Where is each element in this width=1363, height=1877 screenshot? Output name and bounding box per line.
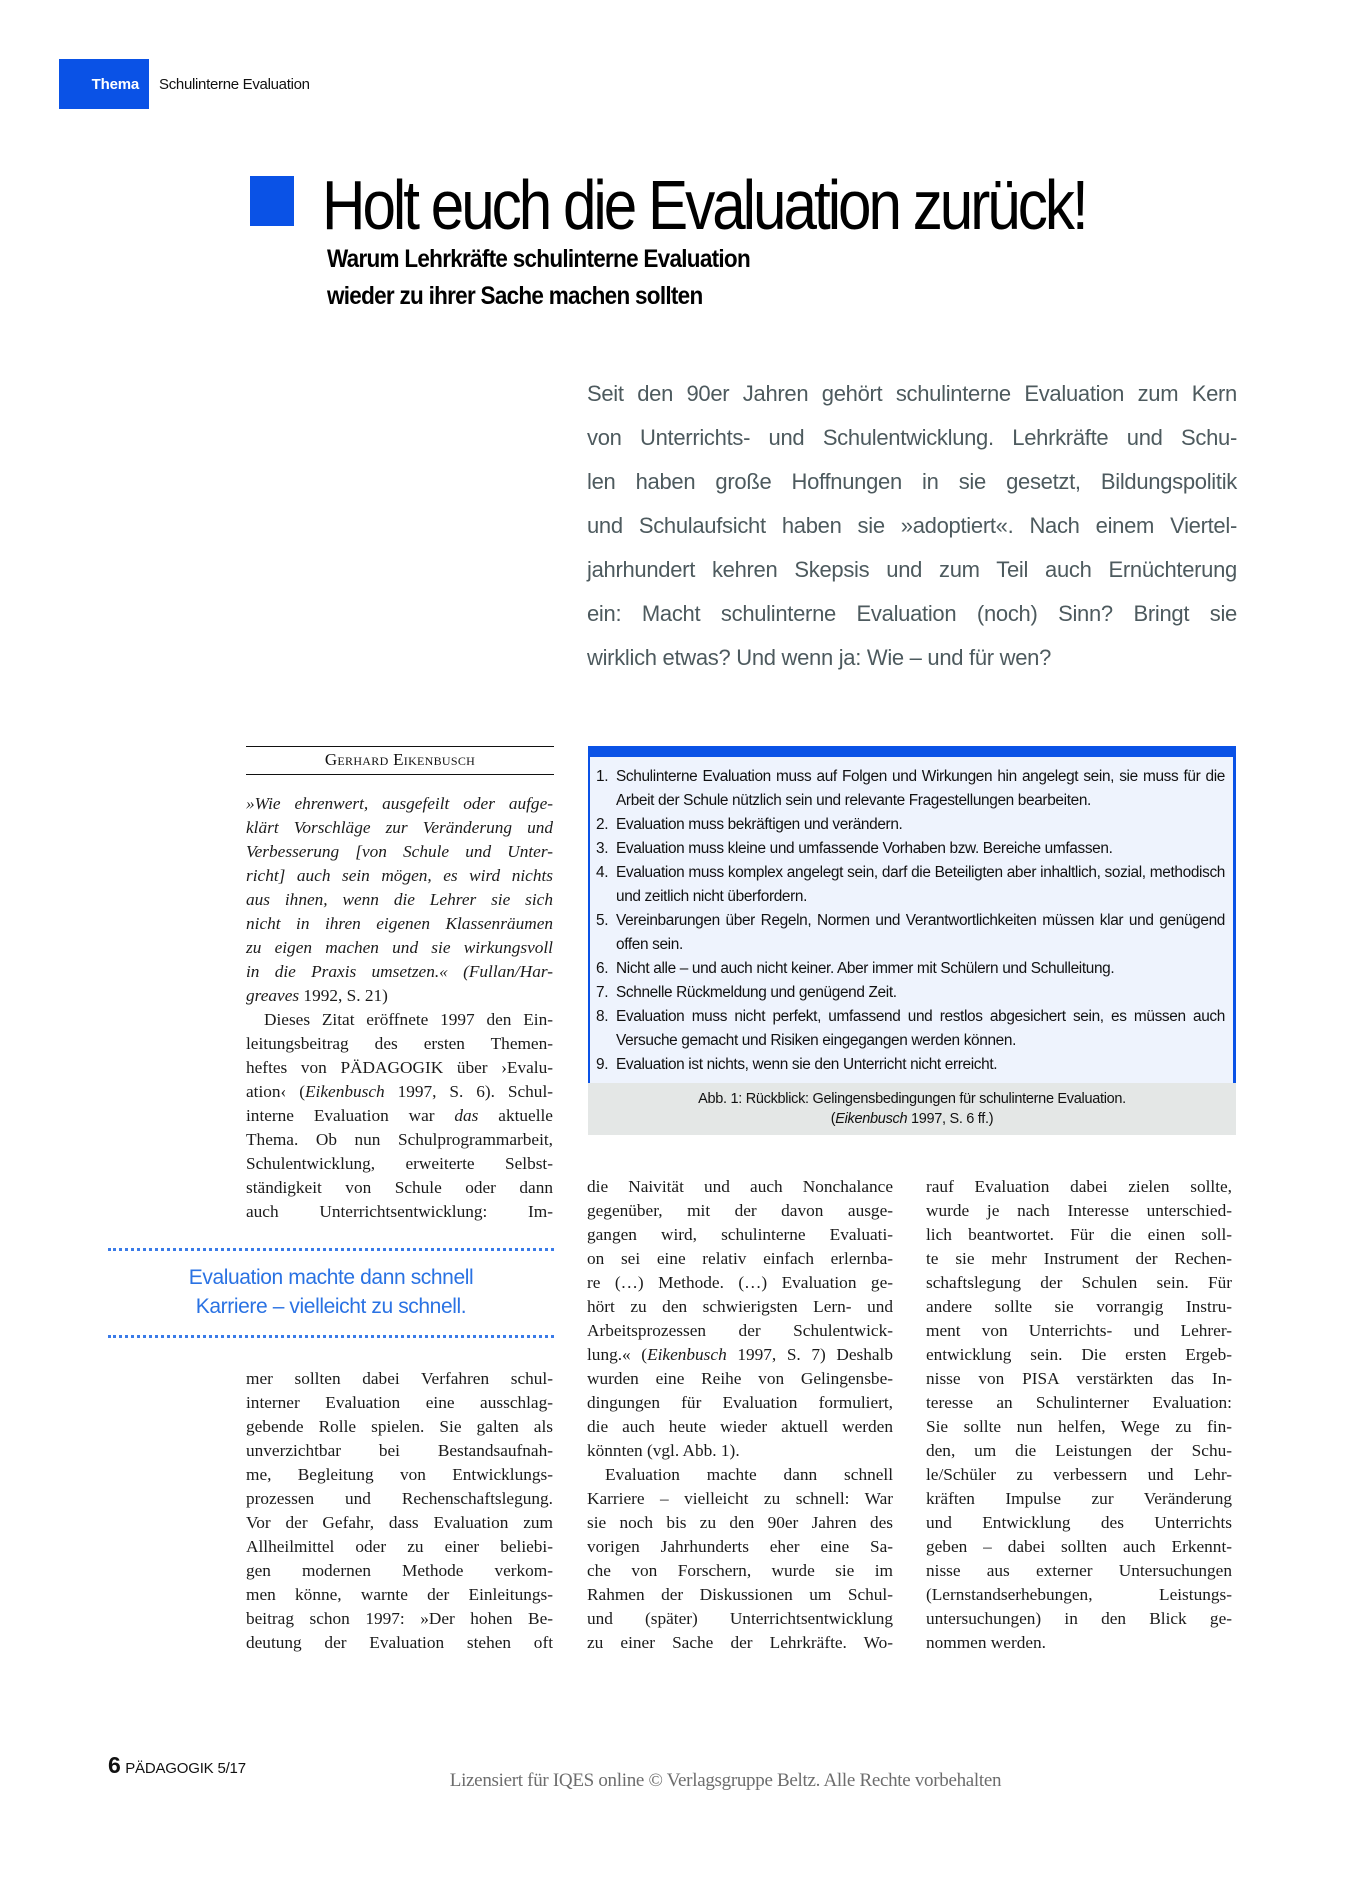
figure-list-item	[596, 837, 1225, 861]
body-line: teresse an Schulinterner Evaluation:	[926, 1393, 1232, 1412]
column-1-lower	[246, 1367, 553, 1655]
body-line: hört zu den schwierigsten Lern- und	[587, 1297, 893, 1316]
text-fragment: 1997, S. 7) Deshalb	[726, 1345, 894, 1364]
quote-line: Verbesserung [von Schule und Unter-	[246, 842, 553, 861]
body-line: den, um die Leistungen der Schu-	[926, 1441, 1232, 1460]
body-line: lich beantwortet. Für die einen soll-	[926, 1225, 1232, 1244]
body-line: le/Schüler zu verbessern und Lehr-	[926, 1465, 1232, 1484]
body-line: gangen wird, schulinterne Evaluati-	[587, 1225, 893, 1244]
column-1-upper	[246, 792, 553, 1224]
item-text: Nicht alle – und auch nicht keiner. Aber immer mit Schülern und Schulleitung.	[616, 960, 1115, 977]
text-fragment: ation‹ (	[246, 1082, 305, 1101]
figure-list-item	[596, 765, 1225, 813]
page-number: 6	[108, 1752, 121, 1778]
quote-line: »Wie ehrenwert, ausgefeilt oder aufge-	[246, 794, 553, 813]
quote-line: nicht in ihren eigenen Klassenräumen	[246, 914, 553, 933]
subtitle-line: wieder zu ihrer Sache machen sollten	[327, 282, 703, 310]
section-rubric	[59, 59, 310, 109]
body-line: auch Unterrichtsentwicklung: Im-	[246, 1202, 553, 1221]
item-text: Schnelle Rückmeldung und genügend Zeit.	[616, 984, 897, 1001]
lead-line: jahrhundert kehren Skepsis und zum Teil auch Ernüchterung	[587, 557, 1237, 582]
body-line: unverzichtbar bei Bestandsaufnah-	[246, 1441, 553, 1460]
magazine-issue: PÄDAGOGIK 5/17	[125, 1760, 246, 1777]
body-line	[246, 1104, 553, 1128]
figure-list	[588, 757, 1236, 1083]
quote-line: zu eigen machen und sie wirkungsvoll	[246, 938, 553, 957]
text-fragment: (	[830, 1111, 836, 1127]
body-line: Evaluation machte dann schnell	[605, 1465, 893, 1484]
figure-list-item	[596, 909, 1225, 957]
rubric-tag: Thema	[59, 59, 149, 109]
citation-author: Eikenbusch	[305, 1082, 385, 1101]
body-line: prozessen und Rechenschaftslegung.	[246, 1489, 553, 1508]
body-line	[246, 1080, 553, 1104]
body-line: dingungen für Evaluation formuliert,	[587, 1393, 893, 1412]
lead-line: Seit den 90er Jahren gehört schulinterne Evaluation zum Kern	[587, 381, 1237, 406]
citation-author: Eikenbusch	[835, 1111, 908, 1127]
body-line: zu einer Sache der Lehrkräfte. Wo-	[587, 1633, 893, 1652]
pull-quote-line: Karriere – vielleicht zu schnell.	[195, 1295, 467, 1318]
caption-line: Abb. 1: Rückblick: Gelingensbedingungen für schulinterne Evaluation.	[698, 1091, 1126, 1107]
item-number: 6.	[596, 960, 609, 977]
item-text: Evaluation muss bekräftigen und verändern.	[616, 816, 903, 833]
body-line: men könne, warnte der Einleitungs-	[246, 1585, 553, 1604]
figure-list-item	[596, 957, 1225, 981]
body-line: ständigkeit von Schule oder dann	[246, 1178, 553, 1197]
citation-author: greaves	[246, 986, 300, 1005]
text-fragment: 1997, S. 6). Schul-	[384, 1082, 553, 1101]
body-line: schaftslegung der Schulen sein. Für	[926, 1273, 1232, 1292]
text-fragment: interne Evaluation war	[246, 1106, 455, 1125]
body-line: (Lernstandserhebungen, Leistungs-	[926, 1585, 1232, 1604]
body-line: entwicklung sein. Die ersten Ergeb-	[926, 1345, 1232, 1364]
rubric-label: Schulinterne Evaluation	[159, 75, 310, 93]
column-3	[926, 1175, 1232, 1655]
column-2	[587, 1175, 893, 1655]
quote-line: klärt Vorschläge zur Veränderung und	[246, 818, 553, 837]
body-line: nisse von PISA verstärkten das In-	[926, 1369, 1232, 1388]
figure-caption	[588, 1083, 1236, 1135]
quote-citation	[246, 984, 553, 1008]
body-line: nommen werden.	[926, 1633, 1046, 1652]
body-line: Dieses Zitat eröffnete 1997 den Ein-	[264, 1010, 553, 1029]
figure-list-item	[596, 981, 1225, 1005]
body-line: te sie mehr Instrument der Rechen-	[926, 1249, 1232, 1268]
body-line: Sie sollte nun helfen, Wege zu fin-	[926, 1417, 1232, 1436]
lead-line: von Unterrichts- und Schulentwicklung. Lehrkräfte und Schu-	[587, 425, 1237, 450]
body-line: Arbeitsprozessen der Schulentwick-	[587, 1321, 893, 1340]
license-text: Lizensiert für IQES online © Verlagsgruppe Beltz. Alle Rechte vorbehalten	[449, 1770, 1002, 1791]
figure-list-item	[596, 1005, 1225, 1053]
body-line: Vor der Gefahr, dass Evaluation zum	[246, 1513, 553, 1532]
body-line: leitungsbeitrag des ersten Themen-	[246, 1034, 553, 1053]
caption-line	[588, 1109, 1236, 1129]
lead-line: ein: Macht schulinterne Evaluation (noch) Sinn? Bringt sie	[587, 601, 1237, 626]
subtitle-line: Warum Lehrkräfte schulinterne Evaluation	[327, 245, 750, 273]
body-line: sie noch bis zu den 90er Jahren des	[587, 1513, 893, 1532]
body-line: heftes von PÄDAGOGIK über ›Evalu-	[246, 1058, 553, 1077]
body-line: Schulentwicklung, erweiterte Selbst-	[246, 1154, 553, 1173]
lead-line: und Schulaufsicht haben sie »adoptiert«. Nach einem Viertel-	[587, 513, 1237, 538]
figure-list-item	[596, 1053, 1225, 1077]
quote-line: richt] auch sein mögen, es wird nichts	[246, 866, 553, 885]
citation-year: 1992, S. 21)	[299, 986, 388, 1005]
body-line: Thema. Ob nun Schulprogrammarbeit,	[246, 1130, 553, 1149]
body-line: deutung der Evaluation stehen oft	[246, 1633, 553, 1652]
item-number: 3.	[596, 840, 609, 857]
body-line: wurde je nach Interesse unterschied-	[926, 1201, 1232, 1220]
text-fragment: lung.« (	[587, 1345, 648, 1364]
item-number: 1.	[596, 768, 609, 785]
body-line: könnten (vgl. Abb. 1).	[587, 1441, 740, 1460]
body-line: nisse aus externer Untersuchungen	[926, 1561, 1232, 1580]
body-line: re (…) Methode. (…) Evaluation ge-	[587, 1273, 893, 1292]
figure-box	[588, 746, 1236, 1135]
item-text: Evaluation muss nicht perfekt, umfassend und restlos abgesichert sein, es müssen auch Versuche gemacht und Risiken eingegangen werden können.	[616, 1008, 1225, 1049]
figure-top-bar	[588, 746, 1236, 757]
item-text: Evaluation ist nichts, wenn sie den Unterricht nicht erreicht.	[616, 1056, 998, 1073]
body-line: und Entwicklung des Unterrichts	[926, 1513, 1232, 1532]
item-number: 4.	[596, 864, 609, 881]
citation-author: Eikenbusch	[647, 1345, 727, 1364]
body-line: die Naivität und auch Nonchalance	[587, 1177, 893, 1196]
body-line: interner Evaluation eine ausschlag-	[246, 1393, 553, 1412]
title-square-marker-icon	[250, 176, 294, 226]
body-line: die auch heute wieder aktuell werden	[587, 1417, 893, 1436]
item-number: 5.	[596, 912, 609, 929]
body-line: wurden eine Reihe von Gelingensbe-	[587, 1369, 893, 1388]
item-number: 9.	[596, 1056, 609, 1073]
lead-line: len haben große Hoffnungen in sie gesetzt, Bildungspolitik	[587, 469, 1237, 494]
text-fragment: aktuelle	[478, 1106, 553, 1125]
body-line: ment von Unterrichts- und Lehrer-	[926, 1321, 1232, 1340]
body-line: on sei eine relativ einfach erlernba-	[587, 1249, 893, 1268]
body-line: Karriere – vielleicht zu schnell: War	[587, 1489, 893, 1508]
body-line: me, Begleitung von Entwicklungs-	[246, 1465, 553, 1484]
text-fragment: 1997, S. 6 ff.)	[907, 1111, 994, 1127]
pull-quote-text	[108, 1251, 554, 1335]
author-byline: Gerhard Eikenbusch	[246, 746, 554, 775]
body-line: geben – dabei sollten auch Erkennt-	[926, 1537, 1232, 1556]
pull-quote-line: Evaluation machte dann schnell	[188, 1266, 474, 1289]
item-text: Schulinterne Evaluation muss auf Folgen und Wirkungen hin angelegt sein, sie muss für die Arbeit der Schule nützlich sein und relevante Fragestellungen bearbeiten.	[616, 768, 1225, 809]
emphasis: das	[454, 1106, 479, 1125]
body-line: Rahmen der Diskussionen um Schul-	[587, 1585, 893, 1604]
item-number: 8.	[596, 1008, 609, 1025]
item-number: 7.	[596, 984, 609, 1001]
item-text: Evaluation muss komplex angelegt sein, darf die Beteiligten aber inhaltlich, sozial, methodisch und zeitlich nicht überfordern.	[616, 864, 1225, 905]
quote-line: aus ihnen, wenn die Lehrer sie sich	[246, 890, 553, 909]
figure-list-item	[596, 861, 1225, 909]
body-line: andere sollte sie vorrangig Instru-	[926, 1297, 1232, 1316]
body-line: che von Forschern, wurde sie im	[587, 1561, 893, 1580]
item-number: 2.	[596, 816, 609, 833]
quote-line: in die Praxis umsetzen.« (Fullan/Har-	[246, 962, 553, 981]
body-line: und (später) Unterrichtsentwicklung	[587, 1609, 893, 1628]
figure-list-item	[596, 813, 1225, 837]
body-line: mer sollten dabei Verfahren schul-	[246, 1369, 553, 1388]
item-text: Vereinbarungen über Regeln, Normen und Verantwortlichkeiten müssen klar und genügend offen sein.	[616, 912, 1225, 953]
item-text: Evaluation muss kleine und umfassende Vorhaben bzw. Bereiche umfassen.	[616, 840, 1113, 857]
article-subtitle	[327, 241, 750, 315]
body-line: vorigen Jahrhunderts eher eine Sa-	[587, 1537, 893, 1556]
pull-quote	[108, 1248, 554, 1338]
lead-paragraph	[587, 372, 1237, 680]
lead-line: wirklich etwas? Und wenn ja: Wie – und für wen?	[587, 645, 1052, 670]
dotted-divider	[108, 1335, 554, 1338]
body-line: gen modernen Methode verkom-	[246, 1561, 553, 1580]
body-line: Allheilmittel oder zu einer beliebi-	[246, 1537, 553, 1556]
body-line: untersuchungen) in den Blick ge-	[926, 1609, 1232, 1628]
body-line: gegenüber, mit der davon ausge-	[587, 1201, 893, 1220]
license-notice	[0, 1770, 1363, 1792]
body-line: kräften Impulse zur Veränderung	[926, 1489, 1232, 1508]
article-title: Holt euch die Evaluation zurück!	[322, 166, 1086, 244]
body-line: rauf Evaluation dabei zielen sollte,	[926, 1177, 1232, 1196]
body-line: beitrag schon 1997: »Der hohen Be-	[246, 1609, 553, 1628]
body-line: gebende Rolle spielen. Sie galten als	[246, 1417, 553, 1436]
body-line	[587, 1343, 893, 1367]
